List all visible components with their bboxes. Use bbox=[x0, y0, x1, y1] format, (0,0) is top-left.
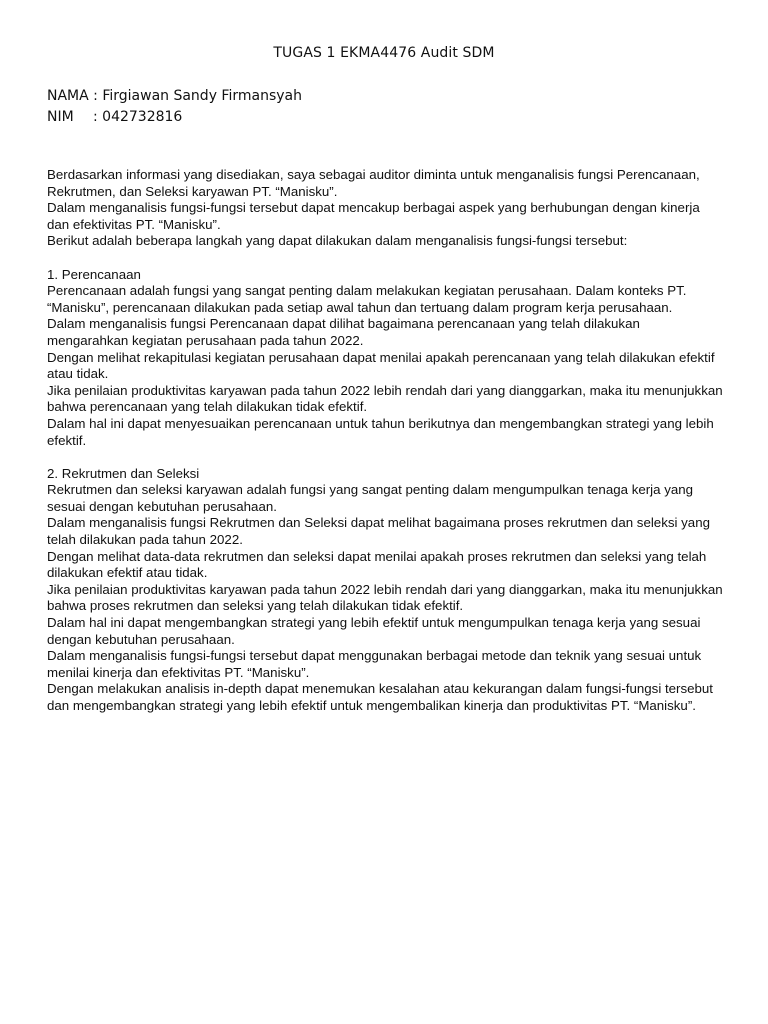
document-title: TUGAS 1 EKMA4476 Audit SDM bbox=[273, 45, 495, 61]
nim-row bbox=[47, 107, 302, 128]
section-paragraph: Dengan melakukan analisis in-depth dapat menemukan kesalahan atau kekurangan dalam fungsi-fungsi tersebut dan mengembangkan strategi yang lebih efektif untuk mengembalikan kinerja dan produktivitas PT. “Manisku”. bbox=[47, 681, 714, 713]
section-paragraph: Dengan melihat data-data rekrutmen dan seleksi dapat menilai apakah proses rekrutmen dan seleksi yang telah dilakukan efektif atau tidak. bbox=[47, 548, 707, 581]
section-paragraph: Dalam hal ini dapat menyesuaikan perencanaan untuk tahun berikutnya dan mengembangkan strategi yang lebih efektif. bbox=[47, 415, 714, 448]
spacer bbox=[47, 449, 723, 466]
section-paragraph: Jika penilaian produktivitas karyawan pada tahun 2022 lebih rendah dari yang dianggarkan, maka itu menunjukkan bahwa perencanaan yang telah dilakukan tidak efektif. bbox=[47, 382, 723, 415]
intro-paragraph: Dalam menganalisis fungsi-fungsi tersebut dapat mencakup berbagai aspek yang berhubungan dengan kinerja dan efektivitas PT. “Manisku”. bbox=[47, 200, 700, 232]
section-heading: 1. Perencanaan bbox=[47, 266, 141, 282]
section-paragraph: Perencanaan adalah fungsi yang sangat penting dalam melakukan kegiatan perusahaan. Dalam konteks PT. “Manisku”, perencanaan dilakukan pada setiap awal tahun dan tertuang dalam program kerja perusahaan. bbox=[47, 283, 687, 315]
intro-paragraph: Berdasarkan informasi yang disediakan, saya sebagai auditor diminta untuk menganalisis fungsi Perencanaan, Rekrutmen, dan Seleksi karyawan PT. “Manisku”. bbox=[47, 167, 700, 199]
spacer bbox=[47, 250, 723, 267]
name-row bbox=[47, 86, 302, 107]
section-paragraph: Dengan melihat rekapitulasi kegiatan perusahaan dapat menilai apakah perencanaan yang telah dilakukan efektif atau tidak. bbox=[47, 349, 715, 382]
document-body bbox=[47, 167, 723, 715]
name-value: Firgiawan Sandy Firmansyah bbox=[102, 88, 302, 104]
nim-value: : 042732816 bbox=[93, 109, 183, 125]
nim-label: NIM bbox=[47, 109, 74, 125]
section-paragraph: Dalam menganalisis fungsi-fungsi tersebut dapat menggunakan berbagai metode dan teknik yang sesuai untuk menilai kinerja dan efektivitas PT. “Manisku”. bbox=[47, 648, 702, 680]
section-paragraph: Dalam menganalisis fungsi Perencanaan dapat dilihat bagaimana perencanaan yang telah dilakukan mengarahkan kegiatan perusahaan pada tahun 2022. bbox=[47, 316, 640, 348]
identity-block bbox=[47, 86, 302, 128]
section-paragraph: Jika penilaian produktivitas karyawan pada tahun 2022 lebih rendah dari yang dianggarkan, maka itu menunjukkan bahwa proses rekrutmen dan seleksi yang telah dilakukan tidak efektif. bbox=[47, 581, 723, 614]
section-heading: 2. Rekrutmen dan Seleksi bbox=[47, 465, 200, 481]
section-paragraph: Dalam menganalisis fungsi Rekrutmen dan Seleksi dapat melihat bagaimana proses rekrutmen dan seleksi yang telah dilakukan pada tahun 2022. bbox=[47, 515, 710, 548]
section-paragraph: Rekrutmen dan seleksi karyawan adalah fungsi yang sangat penting dalam mengumpulkan tenaga kerja yang sesuai dengan kebutuhan perusahaan. bbox=[47, 482, 694, 514]
section-paragraph: Dalam hal ini dapat mengembangkan strategi yang lebih efektif untuk mengumpulkan tenaga kerja yang sesuai dengan kebutuhan perusahaan. bbox=[47, 615, 701, 647]
name-label: NAMA : bbox=[47, 88, 98, 104]
intro-paragraph: Berikut adalah beberapa langkah yang dapat dilakukan dalam menganalisis fungsi-fungsi tersebut: bbox=[47, 233, 628, 249]
